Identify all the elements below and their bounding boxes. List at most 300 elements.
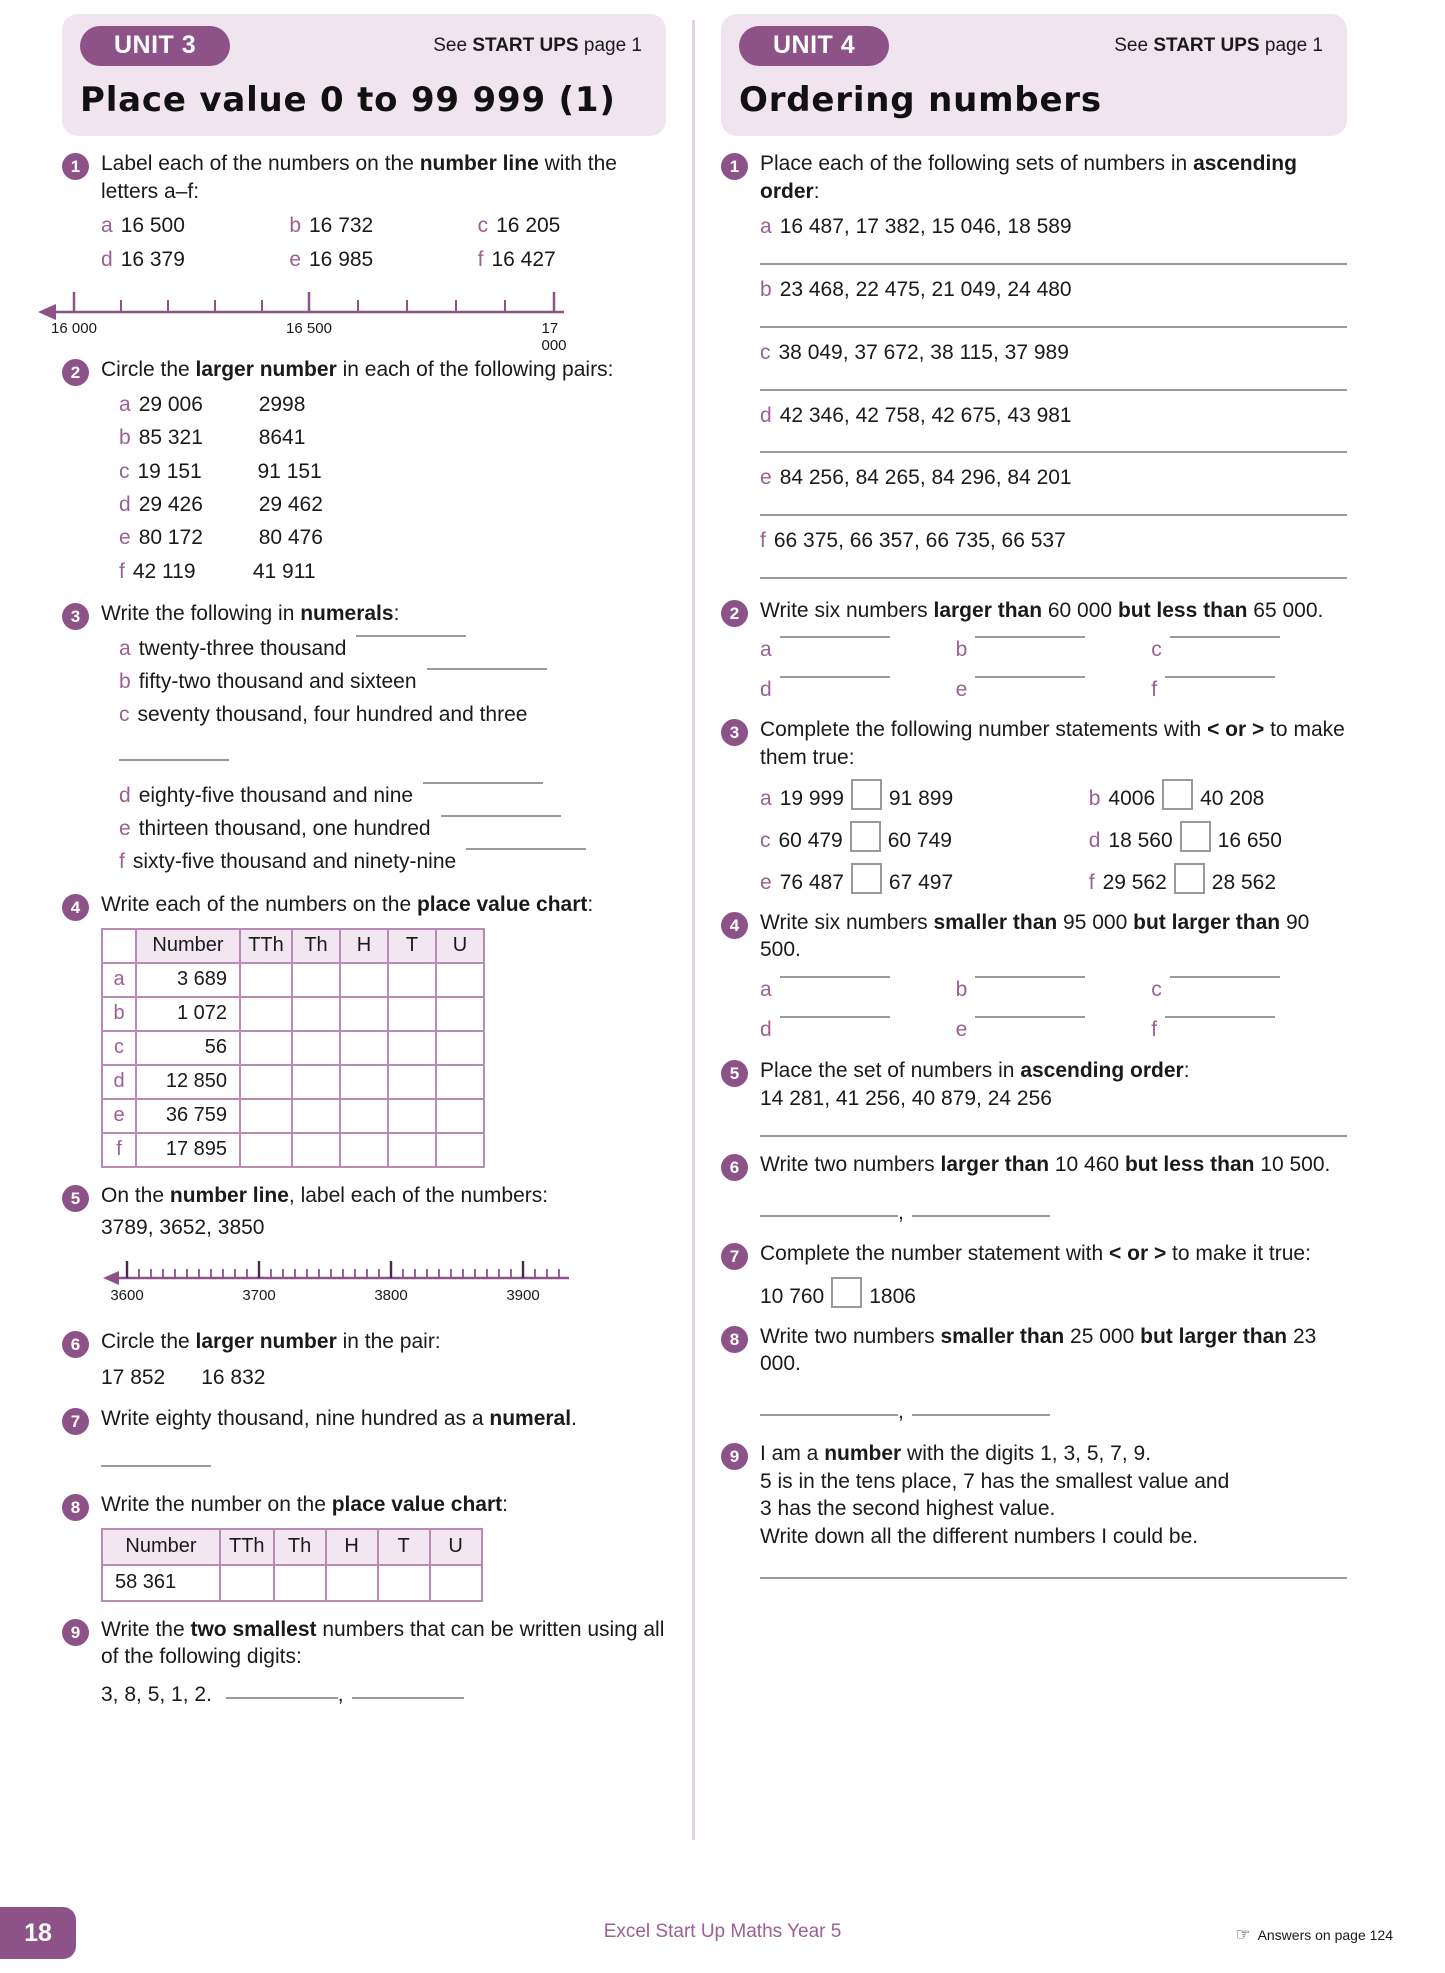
list-item[interactable] <box>478 212 666 240</box>
compare-item <box>760 779 1089 813</box>
cell-h[interactable] <box>340 1065 388 1099</box>
cell-th[interactable] <box>292 997 340 1031</box>
item-letter: b <box>760 278 772 302</box>
row-letter: e <box>102 1099 136 1133</box>
question-text <box>101 600 666 628</box>
q-text-mid: 25 000 <box>1064 1324 1141 1348</box>
col-header-u: U <box>430 1529 482 1565</box>
answer-blank-line[interactable] <box>760 263 1347 265</box>
see-ref-pre: See <box>433 35 473 56</box>
q-text-post: . <box>571 1407 577 1431</box>
answer-blank[interactable] <box>780 676 890 678</box>
blank-item[interactable] <box>956 976 1152 1004</box>
cell-th[interactable] <box>292 1065 340 1099</box>
cell-th[interactable] <box>274 1565 326 1601</box>
page-number-tab: 18 <box>0 1907 76 1959</box>
cell-h[interactable] <box>326 1565 378 1601</box>
left-question-8 <box>62 1491 666 1602</box>
compare-right: 16 650 <box>1217 829 1282 853</box>
cell-tth[interactable] <box>240 997 292 1031</box>
unit-3-badge: UNIT 3 <box>80 26 230 66</box>
comparison-box[interactable] <box>831 1277 862 1308</box>
item-value: 16 487, 17 382, 15 046, 18 589 <box>779 215 1072 239</box>
answer-blank[interactable] <box>780 976 890 978</box>
unit-3-title: Place value 0 to 99 999 (1) <box>80 80 616 120</box>
table-row <box>102 1133 484 1167</box>
answer-blank[interactable] <box>760 1414 898 1416</box>
comparison-box[interactable] <box>851 779 882 810</box>
item-letter: d <box>760 1017 772 1041</box>
pair-second[interactable]: 29 462 <box>258 492 323 516</box>
q-text-pre: Complete the number statement with <box>760 1242 1110 1266</box>
cell-u[interactable] <box>430 1565 482 1601</box>
q-text-pre: Place each of the following sets of numbers in <box>760 152 1194 175</box>
question-text <box>101 1491 666 1519</box>
q-text-mid: 10 460 <box>1049 1152 1125 1176</box>
compare-left: 4006 <box>1108 787 1156 811</box>
col-header-blank <box>102 929 136 963</box>
table-row <box>102 1565 482 1601</box>
answer-blank[interactable] <box>1170 976 1280 978</box>
blank-item[interactable] <box>956 1016 1152 1044</box>
cell-tth[interactable] <box>240 1065 292 1099</box>
order-item <box>760 213 1347 241</box>
q-text-pre: Write each of the numbers on the <box>101 892 417 916</box>
question-body <box>101 1328 666 1391</box>
pair-first[interactable]: 42 119 <box>132 559 196 583</box>
q-text-pre: Place the set of numbers in <box>760 1059 1021 1083</box>
answer-blank[interactable] <box>441 815 561 817</box>
answer-blank-line[interactable] <box>760 577 1347 579</box>
answer-blank[interactable] <box>975 976 1085 978</box>
answer-blank[interactable] <box>975 676 1085 678</box>
question-text-line1 <box>760 1440 1347 1468</box>
numeral-item <box>119 815 666 843</box>
item-letter: f <box>1151 1017 1158 1041</box>
q3-compare-row <box>760 779 1347 813</box>
compare-left: 19 999 <box>779 787 844 811</box>
item-letter: c <box>1151 977 1162 1001</box>
item-letter: e <box>289 247 301 271</box>
q-text-post: : <box>1183 1059 1190 1083</box>
blank-item[interactable] <box>956 636 1152 664</box>
q-text-bold: two smallest <box>190 1617 317 1641</box>
item-letter: f <box>477 247 484 271</box>
question-body <box>760 1240 1347 1310</box>
question-number: 5 <box>62 1185 89 1212</box>
left-question-7 <box>62 1405 666 1476</box>
q-text-bold2: but less than <box>1124 1152 1255 1176</box>
q1-number-line[interactable] <box>36 286 567 355</box>
item-letter: e <box>760 466 772 490</box>
pair-second[interactable]: 2998 <box>258 392 306 416</box>
pair-row[interactable] <box>119 524 666 552</box>
pair-second[interactable]: 16 832 <box>201 1365 266 1389</box>
right-question-8 <box>721 1323 1347 1426</box>
pair-row[interactable] <box>119 391 666 419</box>
item-letter: b <box>955 638 968 662</box>
question-number: 2 <box>721 600 748 627</box>
q-text-pre: Write two numbers <box>760 1152 941 1176</box>
pair-row[interactable] <box>119 491 666 519</box>
question-number: 7 <box>62 1408 89 1435</box>
item-words: twenty-three thousand <box>138 636 347 660</box>
blank-item[interactable] <box>1151 976 1347 1004</box>
q-text-bold: numerals <box>300 601 394 625</box>
q3-compare-row <box>760 863 1347 897</box>
pair-first[interactable]: 17 852 <box>101 1365 166 1389</box>
right-question-4 <box>721 909 1347 1044</box>
q-text-mid: 60 000 <box>1042 598 1118 622</box>
answer-blank[interactable] <box>1165 676 1275 678</box>
question-text <box>101 891 666 919</box>
question-number: 9 <box>721 1443 748 1470</box>
question-text <box>760 1057 1347 1085</box>
left-question-6 <box>62 1328 666 1391</box>
comparison-box[interactable] <box>1162 779 1193 810</box>
cell-u[interactable] <box>436 1031 484 1065</box>
answer-blank[interactable] <box>423 782 543 784</box>
answer-blank-line[interactable] <box>760 451 1347 453</box>
answer-blank[interactable] <box>760 1215 898 1217</box>
item-value: 16 732 <box>309 214 374 238</box>
q5-numbers: 3789, 3652, 3850 <box>101 1216 265 1240</box>
unit-4-title: Ordering numbers <box>739 80 1102 120</box>
table-header-row <box>102 929 484 963</box>
list-item[interactable] <box>289 212 477 240</box>
see-ref-post: page 1 <box>1259 35 1323 56</box>
question-body <box>760 1323 1347 1426</box>
blank-item[interactable] <box>956 676 1152 704</box>
question-body <box>760 716 1347 897</box>
item-letter: b <box>119 669 131 693</box>
cell-h[interactable] <box>340 1031 388 1065</box>
question-text <box>101 1182 666 1210</box>
answer-blank[interactable] <box>780 1016 890 1018</box>
row-number: 36 759 <box>136 1099 240 1133</box>
item-letter: b <box>119 426 131 450</box>
q-text-pre: Complete the following number statements with <box>760 717 1208 741</box>
q-text-bold: < or > <box>1207 717 1265 741</box>
cell-tth[interactable] <box>240 1031 292 1065</box>
pair-first[interactable]: 29 426 <box>138 492 203 516</box>
blank-item[interactable] <box>760 976 956 1004</box>
column-divider <box>692 20 695 1840</box>
pair-first[interactable]: 19 151 <box>137 459 202 483</box>
blank-item[interactable] <box>1151 636 1347 664</box>
answer-blank-line[interactable] <box>760 326 1347 328</box>
blank-item[interactable] <box>1151 1016 1347 1044</box>
question-text <box>760 1323 1347 1378</box>
row-letter: c <box>102 1031 136 1065</box>
col-header-number: Number <box>136 929 240 963</box>
item-letter: d <box>1088 829 1101 853</box>
pair-row[interactable] <box>119 424 666 452</box>
q-text-pre: I am a <box>760 1441 825 1465</box>
table-header-row <box>102 1529 482 1565</box>
answer-blank[interactable] <box>975 636 1085 638</box>
see-ref-post: page 1 <box>578 35 642 56</box>
q3-items <box>101 635 666 877</box>
question-body <box>760 1151 1347 1226</box>
q-text-post: : <box>393 601 400 625</box>
item-value: 42 346, 42 758, 42 675, 43 981 <box>779 403 1072 427</box>
item-letter: f <box>1151 678 1158 702</box>
table-row <box>102 1099 484 1133</box>
compare-right: 28 562 <box>1211 870 1277 894</box>
item-letter: e <box>955 1017 968 1041</box>
q-text-post: 23 000. <box>760 1324 1317 1376</box>
left-question-5 <box>62 1182 666 1308</box>
q-text-bold: larger number <box>195 358 337 382</box>
right-question-6 <box>721 1151 1347 1226</box>
numeral-item <box>119 782 666 810</box>
cell-u[interactable] <box>436 963 484 997</box>
cell-tth[interactable] <box>240 1133 292 1167</box>
unit-4-badge: UNIT 4 <box>739 26 889 66</box>
pair-second[interactable]: 41 911 <box>252 559 316 583</box>
answer-blank-line[interactable] <box>760 1577 1347 1579</box>
q-text-bold: ascending order <box>1020 1059 1184 1083</box>
comparison-box[interactable] <box>1180 821 1211 852</box>
item-value: 16 427 <box>491 247 556 271</box>
answer-blank-line[interactable] <box>760 1135 1347 1137</box>
q5-number-line-labels <box>101 1286 666 1308</box>
cell-t[interactable] <box>388 1133 436 1167</box>
q-text-bold: number line <box>419 152 539 175</box>
comparison-box[interactable] <box>1174 863 1205 894</box>
comparison-box[interactable] <box>851 863 882 894</box>
compare-left: 10 760 <box>760 1284 825 1308</box>
q5-number-line[interactable] <box>101 1254 666 1308</box>
answer-blank[interactable] <box>427 668 547 670</box>
right-question-3 <box>721 716 1347 897</box>
pair-row[interactable] <box>119 458 666 486</box>
q-text-post: 65 000. <box>1247 598 1324 622</box>
question-number: 1 <box>721 153 748 180</box>
unit-4-header-top <box>739 26 1329 66</box>
place-value-chart-q4 <box>101 928 485 1168</box>
blank-item[interactable] <box>1151 676 1347 704</box>
q2-pairs <box>101 391 666 586</box>
q-text-post: , label each of the numbers: <box>288 1183 549 1207</box>
tick-label: 16 000 <box>51 320 97 338</box>
pointing-hand-icon: ☞ <box>1235 1925 1251 1944</box>
answer-blank[interactable] <box>352 1697 464 1699</box>
cell-t[interactable] <box>388 963 436 997</box>
answer-blank[interactable] <box>101 1465 211 1467</box>
blank-item[interactable] <box>760 676 956 704</box>
q1-item-row <box>101 246 666 274</box>
cell-th[interactable] <box>292 963 340 997</box>
answer-blank[interactable] <box>1165 1016 1275 1018</box>
left-question-1 <box>62 150 666 274</box>
compare-left: 60 479 <box>778 829 843 853</box>
cell-u[interactable] <box>436 1133 484 1167</box>
row-number: 12 850 <box>136 1065 240 1099</box>
question-number: 7 <box>721 1243 748 1270</box>
q-text-bold: smaller than <box>933 910 1058 934</box>
item-letter: e <box>955 678 968 702</box>
answer-blank[interactable] <box>1170 636 1280 638</box>
list-item[interactable] <box>101 246 289 274</box>
q6-pair <box>101 1364 666 1392</box>
question-body <box>760 909 1347 1044</box>
item-letter: d <box>119 492 131 516</box>
see-ref-bold: START UPS <box>472 35 579 56</box>
item-letter: d <box>760 403 772 427</box>
q-text-post: with the letters a–f: <box>101 152 617 203</box>
left-question-9 <box>62 1616 666 1709</box>
pair-first[interactable]: 85 321 <box>138 426 203 450</box>
item-letter: b <box>289 214 301 238</box>
question-body <box>760 1057 1347 1136</box>
row-number: 56 <box>136 1031 240 1065</box>
blank-item[interactable] <box>760 636 956 664</box>
answer-blank[interactable] <box>466 848 586 850</box>
item-letter: c <box>119 459 130 483</box>
q4-blank-row-1 <box>760 976 1347 1004</box>
numeral-item <box>119 668 666 696</box>
cell-u[interactable] <box>436 1099 484 1133</box>
cell-t[interactable] <box>388 1099 436 1133</box>
item-letter: c <box>1151 638 1162 662</box>
question-body <box>760 1440 1347 1579</box>
cell-h[interactable] <box>340 997 388 1031</box>
left-column <box>51 14 692 1900</box>
q-text-pre: Write six numbers <box>760 598 934 622</box>
see-ref-bold: START UPS <box>1153 35 1260 56</box>
row-number: 17 895 <box>136 1133 240 1167</box>
cell-th[interactable] <box>292 1133 340 1167</box>
question-body <box>101 600 666 877</box>
q-text-post: 10 500. <box>1254 1152 1331 1176</box>
pair-second[interactable]: 80 476 <box>258 526 323 550</box>
item-words: thirteen thousand, one hundred <box>138 817 431 841</box>
cell-th[interactable] <box>292 1031 340 1065</box>
q-text-post: 90 500. <box>760 910 1310 962</box>
answer-blank-line[interactable] <box>760 389 1347 391</box>
right-question-5 <box>721 1057 1347 1136</box>
item-letter: c <box>760 829 771 853</box>
cell-tth[interactable] <box>240 963 292 997</box>
item-letter: f <box>1088 870 1095 894</box>
answer-blank[interactable] <box>975 1016 1085 1018</box>
question-number: 1 <box>62 153 89 180</box>
pair-second[interactable]: 91 151 <box>257 459 322 483</box>
q-text-post: in the pair: <box>336 1329 441 1353</box>
q-text-bold: larger than <box>940 1152 1050 1176</box>
cell-u[interactable] <box>436 1065 484 1099</box>
q2-blank-row-2 <box>760 676 1347 704</box>
item-letter: a <box>760 787 772 811</box>
cell-t[interactable] <box>388 1065 436 1099</box>
col-header-h: H <box>340 929 388 963</box>
cell-tth[interactable] <box>220 1565 274 1601</box>
question-text <box>760 1240 1347 1268</box>
item-words: sixty-five thousand and ninety-nine <box>132 850 457 874</box>
answer-blank[interactable] <box>912 1414 1050 1416</box>
q-text-bold: number line <box>169 1183 289 1207</box>
q-text-bold: ascending order <box>760 152 1297 203</box>
q1-items <box>101 212 666 274</box>
unit-4-see-reference <box>1114 35 1329 57</box>
cell-h[interactable] <box>340 963 388 997</box>
cell-th[interactable] <box>292 1099 340 1133</box>
compare-item <box>760 821 1089 855</box>
pair-row[interactable] <box>119 558 666 586</box>
item-value: 16 379 <box>120 247 185 271</box>
answer-blank[interactable] <box>119 759 229 761</box>
question-text <box>760 597 1347 625</box>
compare-right: 60 749 <box>887 829 952 853</box>
question-body <box>101 891 666 1168</box>
pair-first[interactable]: 29 006 <box>138 392 203 416</box>
left-question-list <box>51 150 666 1709</box>
cell-h[interactable] <box>340 1099 388 1133</box>
item-letter: a <box>760 215 772 239</box>
unit-4-header <box>721 14 1347 136</box>
comparison-box[interactable] <box>850 821 881 852</box>
cell-u[interactable] <box>436 997 484 1031</box>
cell-h[interactable] <box>340 1133 388 1167</box>
row-letter: a <box>102 963 136 997</box>
list-item[interactable] <box>101 212 289 240</box>
answer-blank[interactable] <box>356 635 466 637</box>
cell-tth[interactable] <box>240 1099 292 1133</box>
answer-blank-line[interactable] <box>760 514 1347 516</box>
cell-t[interactable] <box>388 1031 436 1065</box>
cell-t[interactable] <box>388 997 436 1031</box>
q-text-post: to make it true: <box>1166 1242 1311 1266</box>
q9-line4: Write down all the different numbers I could be. <box>760 1525 1199 1548</box>
unit-3-header <box>62 14 666 136</box>
q6-two-blanks: , <box>760 1199 1347 1227</box>
place-value-chart-q8 <box>101 1528 483 1602</box>
table-row <box>102 963 484 997</box>
right-question-list <box>721 150 1347 1579</box>
left-question-4 <box>62 891 666 1168</box>
q-text-post: : <box>502 1492 508 1516</box>
question-body <box>101 150 666 274</box>
q-text-post: : <box>587 892 594 916</box>
pair-second[interactable]: 8641 <box>258 426 306 450</box>
tick-label: 3900 <box>506 1286 540 1304</box>
q-text-post: with the digits 1, 3, 5, 7, 9. <box>901 1441 1152 1465</box>
answer-blank[interactable] <box>226 1697 338 1699</box>
cell-t[interactable] <box>378 1565 430 1601</box>
answer-blank[interactable] <box>912 1215 1050 1217</box>
q-text-pre: Write six numbers <box>760 910 934 934</box>
item-value: 23 468, 22 475, 21 049, 24 480 <box>779 278 1072 302</box>
right-question-1 <box>721 150 1347 579</box>
row-letter: b <box>102 997 136 1031</box>
list-item[interactable] <box>478 246 666 274</box>
q7-compare <box>760 1277 1347 1311</box>
item-letter: a <box>101 214 113 238</box>
question-body <box>760 597 1347 704</box>
row-letter: f <box>102 1133 136 1167</box>
answer-blank[interactable] <box>780 636 890 638</box>
tick-label: 17 000 <box>541 320 567 355</box>
pair-first[interactable]: 80 172 <box>138 526 203 550</box>
q-text-pre: Write the number on the <box>101 1492 332 1516</box>
blank-item[interactable] <box>760 1016 956 1044</box>
list-item[interactable] <box>289 246 477 274</box>
item-value: 66 375, 66 357, 66 735, 66 537 <box>773 529 1066 553</box>
q-text-bold2: but less than <box>1117 598 1248 622</box>
question-text <box>101 1616 666 1671</box>
